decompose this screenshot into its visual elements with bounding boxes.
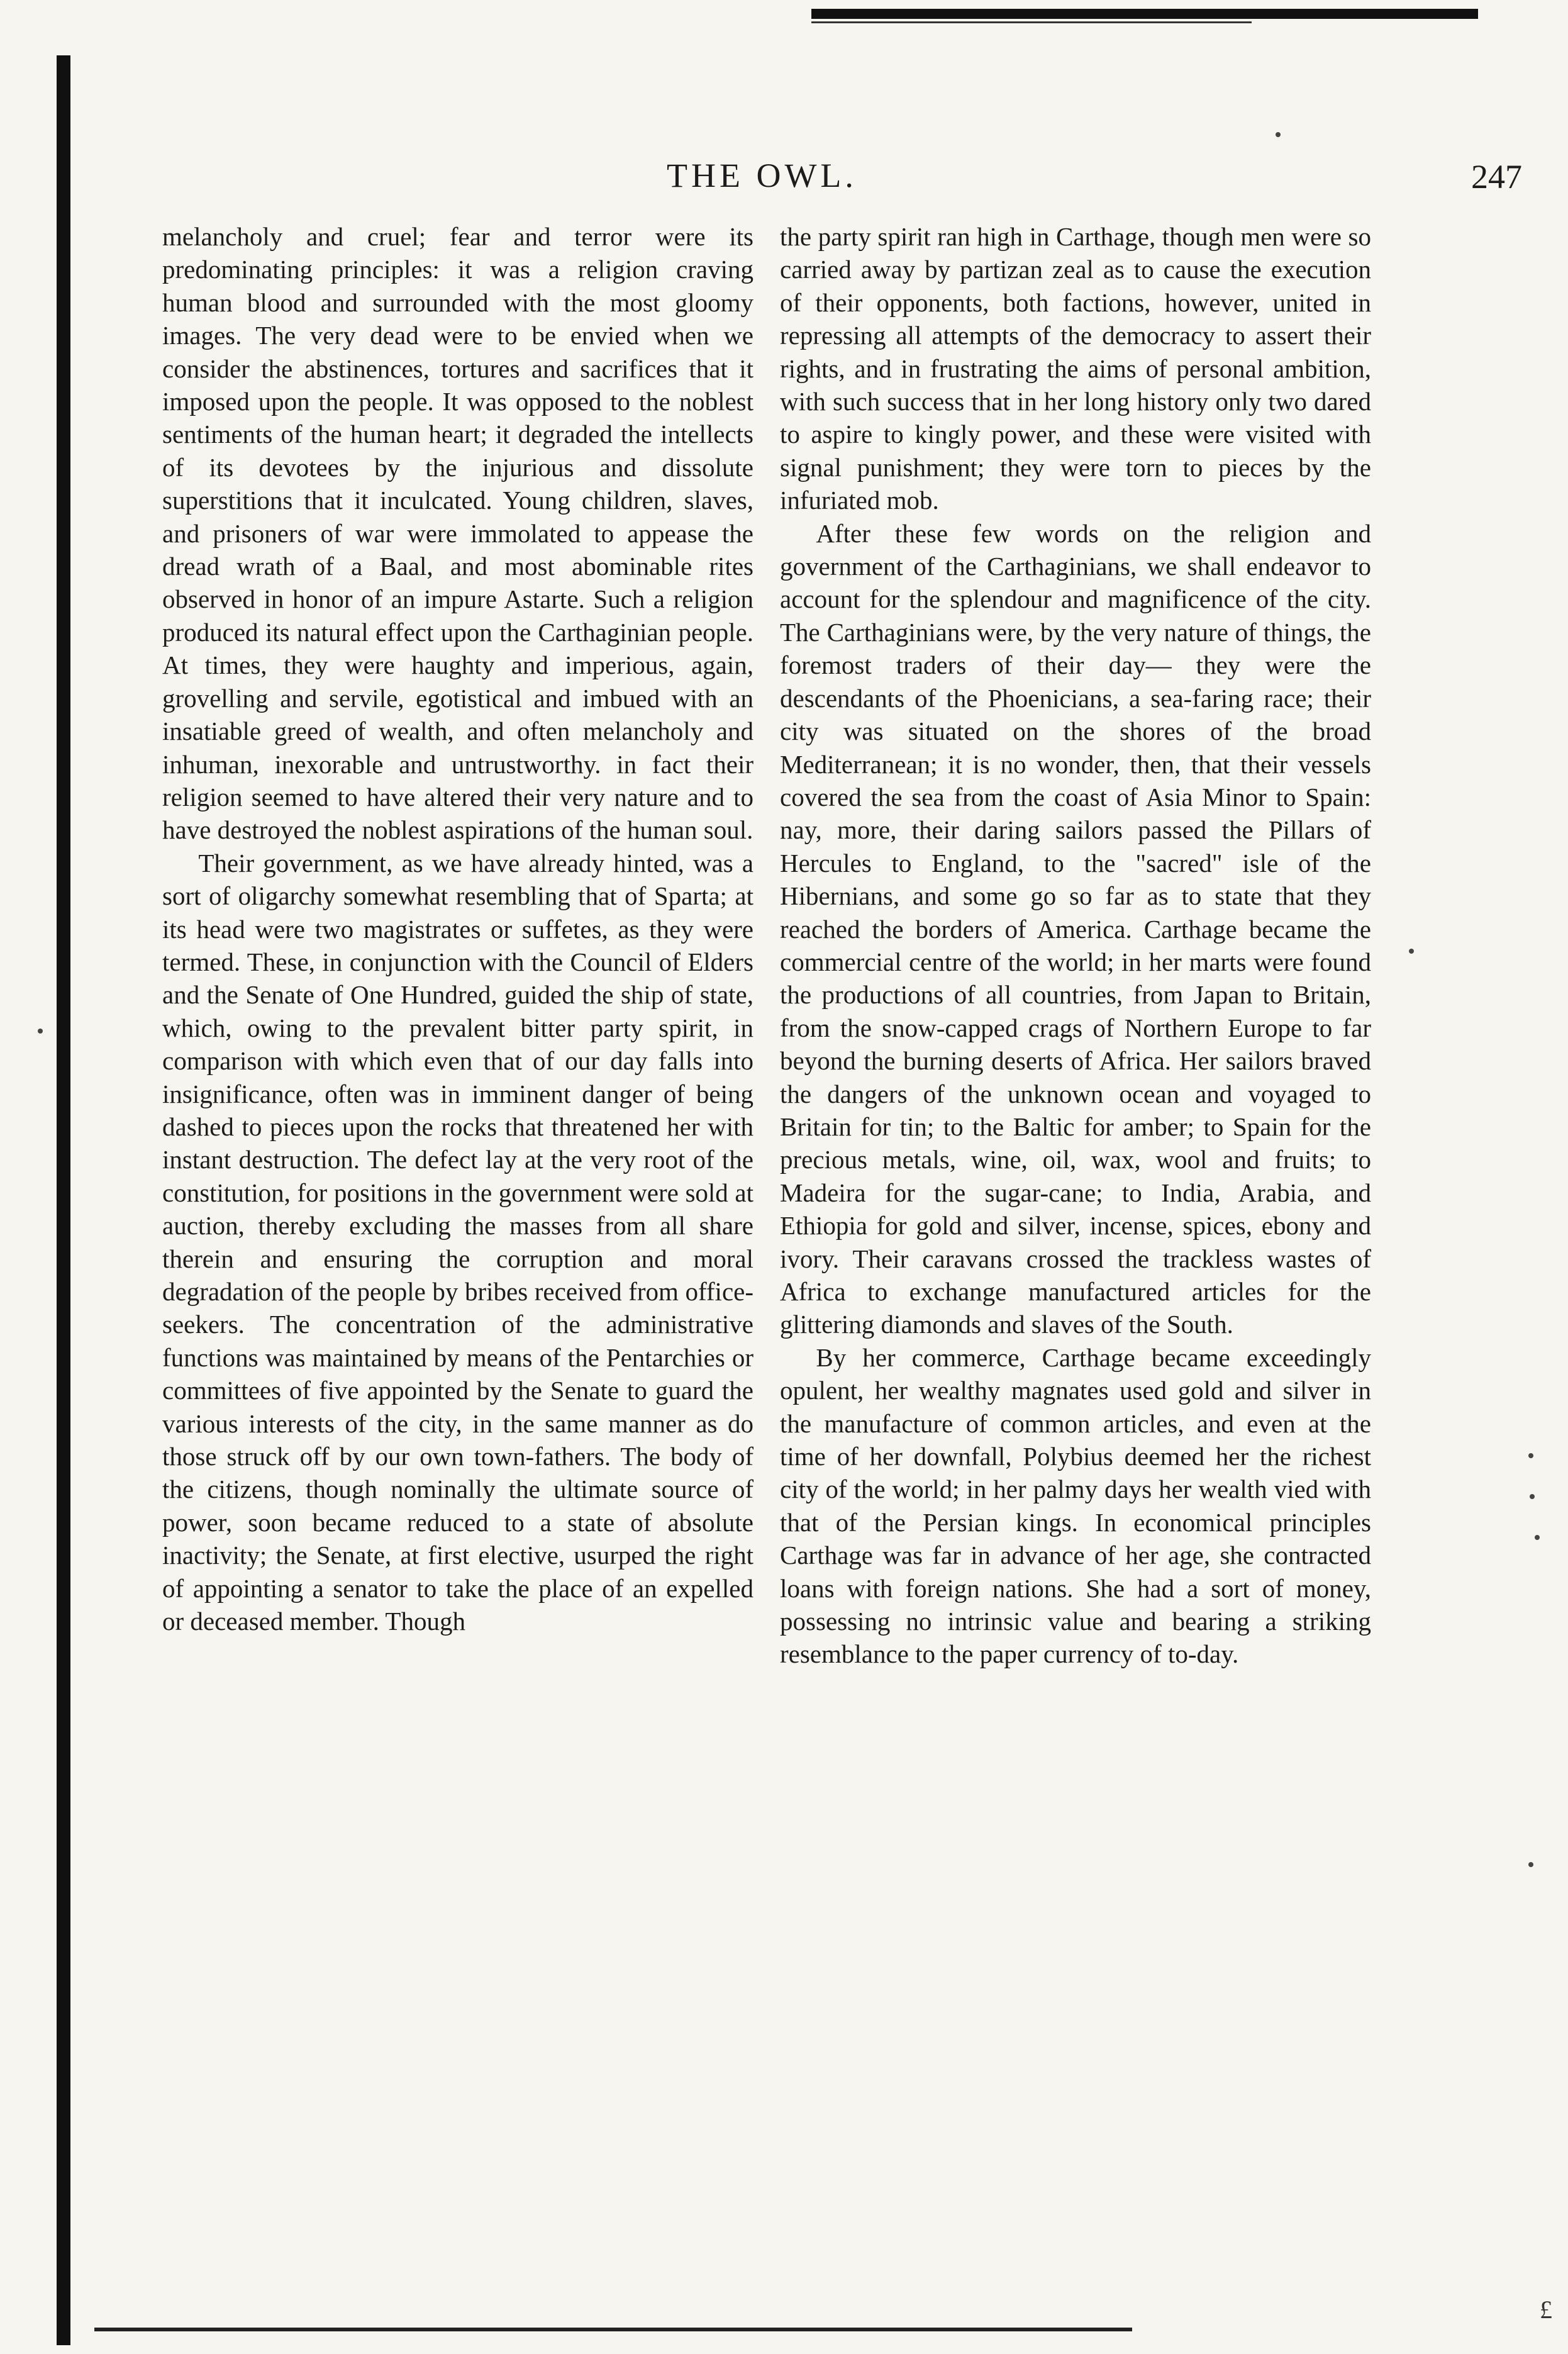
left-column — [162, 220, 753, 2202]
paragraph: After these few words on the religion and government of the Carthaginians, we shall endeavor to account for the splendour and magnificence of the city. The Carthaginians were, by the very nature of things, the foremost traders of their day— they were the descendants of the Phoenicians, a sea-faring race; their city was situated on the shores of the broad Mediterranean; it is no wonder, then, that their vessels covered the sea from the coast of Asia Minor to Spain: nay, more, their daring sailors passed the Pillars of Hercules to England, to the "sacred" isle of the Hibernians, and some go so far as to state that they reached the borders of America. Carthage became the commercial centre of the world; in her marts were found the productions of all countries, from Japan to Britain, from the snow-capped crags of Northern Europe to far beyond the burning deserts of Africa. Her sailors braved the dangers of the unknown ocean and voyaged to Britain for tin; to the Baltic for amber; to Spain for the precious metals, wine, oil, wax, wool and fruits; to Madeira for the sugar-cane; to India, Arabia, and Ethiopia for gold and silver, incense, spices, ebony and ivory. Their caravans crossed the trackless wastes of Africa to exchange manufactured articles for the glittering diamonds and slaves of the South. — [780, 518, 1371, 1339]
scan-speck — [1528, 1453, 1533, 1458]
paragraph: melancholy and cruel; fear and terror were its predominating principles: it was a religion craving human blood and surrounded with the most gloomy images. The very dead were to be envied when we consider the abstinences, tortures and sacrifices that it imposed upon the people. It was opposed to the noblest sentiments of the human heart; it degraded the intellects of its devotees by the injurious and dissolute superstitions that it inculcated. Young children, slaves, and prisoners of war were immolated to appease the dread wrath of a Baal, and most abominable rites observed in honor of an impure Astarte. Such a religion produced its natural effect upon the Carthaginian people. At times, they were haughty and imperious, again, grovelling and servile, egotistical and imbued with an insatiable greed of wealth, and often melancholy and inhuman, inexorable and untrustworthy. in fact their religion seemed to have altered their very nature and to have destroyed the noblest aspirations of the human soul. — [162, 222, 753, 845]
margin-mark: £ — [1540, 2295, 1552, 2324]
scan-left-binding-bar — [57, 55, 70, 2345]
scan-speck — [1276, 132, 1281, 137]
scan-bottom-rule — [94, 2328, 1132, 2331]
paragraph: the party spirit ran high in Carthage, though men were so carried away by partizan zeal as to cause the execution of their opponents, both factions, however, united in repressing all attempts of the democracy to assert their rights, and in frustrating the aims of personal ambition, with such success that in her long history only two dared to aspire to kingly power, and these were visited with signal punishment; they were torn to pieces by the infuriated mob. — [780, 222, 1371, 515]
paragraph: Their government, as we have already hinted, was a sort of oligarchy somewhat resembling that of Sparta; at its head were two magistrates or suffetes, as they were termed. These, in conjunction with the Council of Elders and the Senate of One Hundred, guided the ship of state, which, owing to the prevalent bitter party spirit, in comparison with which even that of our day falls into insignificance, often was in imminent danger of being dashed to pieces upon the rocks that threatened her with instant destruction. The defect lay at the very root of the constitution, for positions in the government were sold at auction, thereby excluding the masses from all share therein and ensuring the corruption and moral degradation of the people by bribes received from office-seekers. The concentration of the administrative functions was maintained by means of the Pentarchies or committees of five appointed by the Senate to guard the various interests of the city, in the same manner as do those struck off by our own town-fathers. The body of the citizens, though nominally the ultimate source of power, soon became reduced to a state of absolute inactivity; the Senate, at first elective, usurped the right of appointing a senator to take the place of an expelled or deceased member. Though — [162, 848, 753, 1636]
page-number: 247 — [1471, 158, 1522, 196]
scan-speck — [1528, 1862, 1533, 1867]
scan-speck — [1409, 949, 1414, 954]
running-title: THE OWL. — [667, 157, 857, 194]
right-column — [780, 220, 1371, 2202]
page-header — [151, 156, 1522, 200]
scan-speck — [1535, 1535, 1540, 1540]
paragraph: By her commerce, Carthage became exceedingly opulent, her wealthy magnates used gold and silver in the manufacture of common articles, and even at the time of her downfall, Polybius deemed her the richest city of the world; in her palmy days her wealth vied with that of the Persian kings. In economical principles Carthage was far in advance of her age, she contracted loans with foreign nations. She had a sort of money, possessing no intrinsic value and bearing a striking resemblance to the paper currency of to-day. — [780, 1342, 1371, 1669]
scan-speck — [1530, 1494, 1535, 1499]
scan-speck — [38, 1029, 43, 1034]
scan-top-thin-rule — [811, 21, 1252, 23]
scan-top-rule — [811, 9, 1478, 19]
